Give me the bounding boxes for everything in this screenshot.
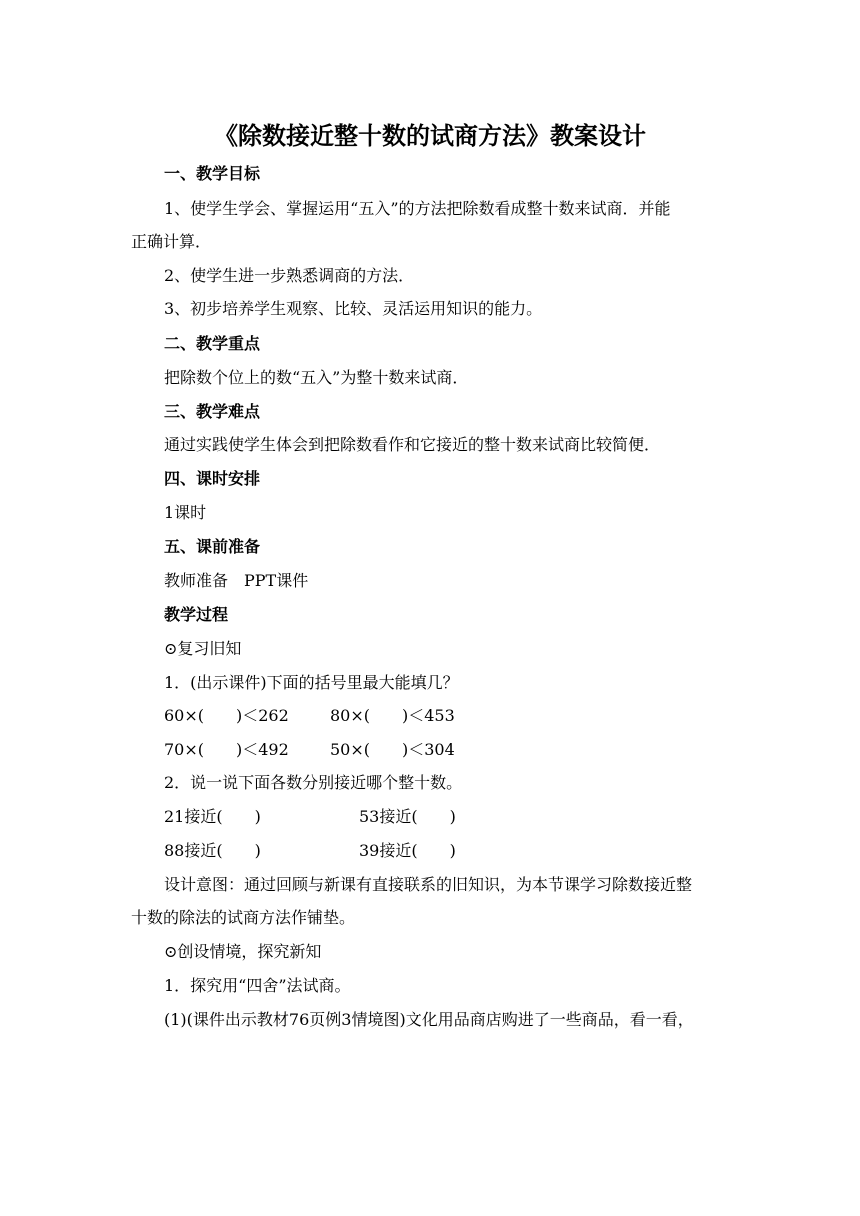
exercise-70-492: 70×( )＜492 <box>164 740 289 759</box>
section-heading-schedule: 四、课时安排 <box>164 469 261 488</box>
review-question-2: 2．说一说下面各数分别接近哪个整十数。 <box>164 773 463 792</box>
explore-heading: ⊙创设情境，探究新知 <box>164 942 322 961</box>
key-points-text: 把除数个位上的数“五入”为整十数来试商． <box>164 368 469 387</box>
section-heading-key-points: 二、教学重点 <box>164 334 261 353</box>
difficulties-text: 通过实践使学生体会到把除数看作和它接近的整十数来试商比较简便． <box>164 435 661 454</box>
design-intent-line-1: 设计意图：通过回顾与新课有直接联系的旧知识，为本节课学习除数接近整 <box>164 875 693 894</box>
preparation-text: 教师准备 PPT课件 <box>164 571 309 590</box>
section-heading-preparation: 五、课前准备 <box>164 537 261 556</box>
section-heading-goals: 一、教学目标 <box>164 164 261 183</box>
exercise-88: 88接近( ) <box>164 841 261 860</box>
goal-item-2: 2、使学生进一步熟悉调商的方法． <box>164 266 415 285</box>
exercise-39: 39接近( ) <box>359 841 456 860</box>
goal-item-1-line-1: 1、使学生学会、掌握运用“五入”的方法把除数看成整十数来试商．并能 <box>164 199 671 218</box>
design-intent-line-2: 十数的除法的试商方法作铺垫。 <box>131 908 356 927</box>
explore-step-1-sub-1: (1)(课件出示教材76页例3情境图)文化用品商店购进了一些商品，看一看， <box>164 1010 694 1029</box>
exercise-50-304: 50×( )＜304 <box>330 740 455 759</box>
exercise-80-453: 80×( )＜453 <box>330 706 455 725</box>
review-heading: ⊙复习旧知 <box>164 639 242 658</box>
goal-item-3: 3、初步培养学生观察、比较、灵活运用知识的能力。 <box>164 299 543 318</box>
explore-step-1: 1．探究用“四舍”法试商。 <box>164 976 351 995</box>
review-question-1: 1．(出示课件)下面的括号里最大能填几？ <box>164 673 459 692</box>
exercise-21: 21接近( ) <box>164 807 261 826</box>
exercise-53: 53接近( ) <box>359 807 456 826</box>
document-title: 《除数接近整十数的试商方法》教案设计 <box>214 121 646 150</box>
exercise-60-262: 60×( )＜262 <box>164 706 289 725</box>
section-heading-process: 教学过程 <box>164 605 229 624</box>
schedule-text: 1课时 <box>164 503 207 522</box>
goal-item-1-line-2: 正确计算． <box>131 232 212 251</box>
section-heading-difficulties: 三、教学难点 <box>164 402 261 421</box>
